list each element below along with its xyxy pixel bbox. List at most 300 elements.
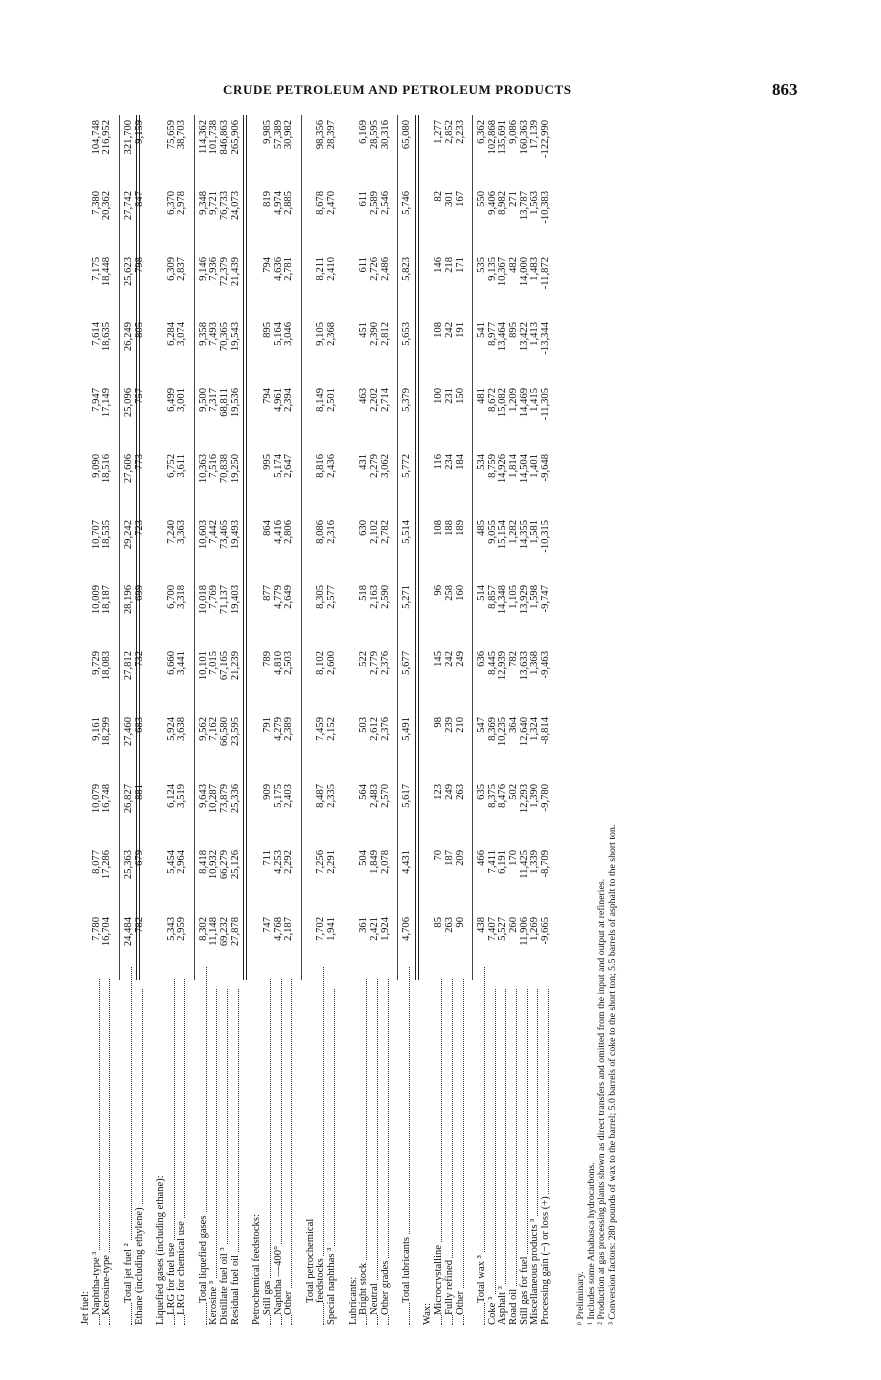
cell-month-3: 263 (454, 784, 466, 800)
row-label-text: Petrochemical feedstocks: (251, 1214, 263, 1325)
cell-total: 6,362 (475, 120, 487, 144)
cell-month-3: 1,390 (529, 784, 541, 808)
cell-month-6: 28,196 (122, 585, 134, 615)
table-row (155, 115, 166, 1325)
row-label (262, 975, 273, 1325)
cell-month-5: 13,633 (518, 651, 530, 681)
cell-month-2: 2,964 (176, 850, 188, 874)
cell-month-11: 14,000 (518, 257, 530, 287)
cell-month-10: -13,344 (540, 322, 552, 355)
cell-month-3: 635 (475, 784, 487, 800)
cell-month-3: 9,643 (197, 784, 209, 808)
cell-month-7: 14,355 (518, 520, 530, 550)
cell-month-12: 7,380 (90, 191, 102, 215)
row-label (251, 985, 262, 1325)
row-label-text: Neutral (368, 1283, 380, 1315)
cell-month-7: 630 (358, 520, 370, 536)
table-spacer-row (241, 115, 252, 1325)
cell-month-6: 514 (475, 585, 487, 601)
cell-month-12: 27,742 (122, 191, 134, 221)
cell-month-1: 69,232 (219, 917, 231, 947)
cell-month-7: 9,055 (486, 520, 498, 544)
cell-month-8: 6,752 (165, 454, 177, 478)
cell-month-2: 209 (454, 850, 466, 866)
table-row (176, 115, 187, 1325)
cell-month-11: 798 (133, 257, 145, 273)
cell-month-5: 8,445 (486, 651, 498, 675)
cell-month-6: 96 (433, 585, 445, 596)
cell-month-8: 1,401 (529, 454, 541, 478)
cell-month-6: 877 (261, 585, 273, 601)
row-label-text (390, 1323, 401, 1325)
cell-month-6: 160 (454, 585, 466, 601)
cell-month-2: 5,454 (165, 850, 177, 874)
cell-month-9: 4,961 (272, 388, 284, 412)
cell-month-3: 502 (508, 784, 519, 800)
cell-month-11: 4,636 (272, 257, 284, 281)
cell-month-2: 6,191 (497, 850, 509, 874)
row-label (123, 963, 134, 1325)
cell-month-5: 12,939 (497, 651, 509, 681)
row-label-text: Ethane (including ethylene) (133, 1207, 145, 1325)
cell-month-2: 8,077 (90, 850, 102, 874)
cell-month-3: 3,519 (176, 784, 188, 808)
row-label-text: Naphtha-type ³ (90, 1251, 102, 1315)
cell-month-2: 17,286 (101, 850, 113, 880)
leader-dots (497, 989, 509, 1325)
cell-month-6: 10,009 (90, 585, 102, 615)
cell-month-11: 18,448 (101, 257, 113, 287)
table-row (198, 115, 209, 1325)
table-row (444, 115, 455, 1325)
cell-month-3: 909 (261, 784, 273, 800)
leader-dots (508, 989, 517, 1325)
cell-month-9: 2,202 (368, 388, 380, 412)
row-label-text: Other (454, 1290, 466, 1315)
cell-month-4: 12,640 (518, 717, 530, 747)
cell-month-12: 9,348 (197, 191, 209, 215)
cell-month-8: 18,516 (101, 454, 113, 484)
cell-month-2: 711 (261, 850, 273, 866)
cell-total: 846,863 (219, 120, 231, 155)
cell-month-2: 2,292 (283, 850, 295, 874)
cell-month-10: 2,368 (326, 322, 338, 346)
cell-total: 9,985 (261, 120, 273, 144)
cell-month-12: 24,073 (229, 191, 241, 221)
cell-month-6: 699 (133, 585, 145, 601)
cell-total: 28,397 (326, 120, 338, 150)
row-label-text: Microcrystalline (433, 1244, 445, 1315)
cell-month-9: 19,536 (229, 388, 241, 418)
cell-month-1: 2,187 (283, 917, 295, 941)
row-label (273, 975, 284, 1325)
row-label (390, 985, 401, 1325)
cell-month-10: 8,977 (486, 322, 498, 346)
cell-month-1: 747 (261, 917, 273, 933)
cell-month-8: 2,436 (326, 454, 338, 478)
cell-month-7: 4,416 (272, 520, 284, 544)
cell-month-9: 150 (454, 388, 466, 404)
cell-month-2: 7,411 (486, 850, 498, 874)
cell-month-8: 2,647 (283, 454, 295, 478)
cell-month-10: 13,422 (518, 322, 530, 352)
row-label-text: Wax: (422, 1302, 434, 1325)
row-label-text: Miscellaneous products ³ (529, 1218, 541, 1325)
footnotes (576, 425, 618, 1325)
cell-month-10: 7,614 (90, 322, 102, 346)
cell-month-5: 782 (508, 651, 519, 667)
cell-month-2: 466 (475, 850, 487, 866)
cell-month-4: 2,612 (368, 717, 380, 741)
cell-month-6: 71,137 (219, 585, 231, 615)
cell-month-7: 7,240 (165, 520, 177, 544)
table-row (123, 115, 134, 1325)
leader-dots (262, 979, 271, 1325)
cell-total: -122,990 (540, 120, 552, 158)
cell-month-5: 242 (443, 651, 455, 667)
row-label (326, 985, 337, 1325)
cell-month-5: 636 (475, 651, 487, 667)
cell-month-7: -10,315 (540, 520, 552, 553)
cell-total: 6,169 (358, 120, 370, 144)
table-spacer-row (390, 115, 401, 1325)
footnote: ² Production at gas processing plants shown as direct transfers and omitted from the input and output at refineries. (596, 878, 608, 1325)
cell-month-5: 5,677 (401, 651, 412, 675)
cell-month-1: 1,924 (379, 917, 391, 941)
row-label (241, 985, 252, 1325)
row-label-text: feedstocks (315, 1258, 327, 1303)
cell-month-9: 1,209 (508, 388, 519, 412)
cell-month-10: 191 (454, 322, 466, 338)
cell-month-8: 431 (358, 454, 370, 470)
cell-month-4: 98 (433, 717, 445, 728)
cell-month-1: 90 (454, 917, 466, 928)
row-label-text: Asphalt ³ (497, 1286, 509, 1325)
cell-month-7: 5,514 (401, 520, 412, 544)
table-row (519, 115, 530, 1325)
subtotal-rule (472, 115, 473, 980)
cell-month-3: 8,476 (497, 784, 509, 808)
cell-month-6: 3,318 (176, 585, 188, 609)
row-label (508, 985, 519, 1325)
cell-month-12: 76,733 (219, 191, 231, 221)
page-number: 863 (772, 80, 798, 99)
table-row (166, 115, 177, 1325)
cell-month-3: 10,287 (208, 784, 220, 814)
cell-month-2: -8,709 (540, 850, 552, 878)
cell-month-10: 541 (475, 322, 487, 338)
cell-month-2: 66,279 (219, 850, 231, 880)
row-label-text: Still gas for fuel (518, 1256, 530, 1325)
cell-month-9: 25,096 (122, 388, 134, 418)
cell-month-10: 70,365 (219, 322, 231, 352)
cell-month-1: 5,343 (165, 917, 177, 941)
cell-month-1: 1,941 (326, 917, 338, 941)
cell-month-9: 8,149 (315, 388, 327, 412)
cell-month-6: 18,187 (101, 585, 113, 615)
table-row (315, 115, 326, 1325)
cell-month-4: 2,376 (379, 717, 391, 741)
cell-month-2: 2,078 (379, 850, 391, 874)
cell-month-12: 301 (443, 191, 455, 207)
subtotal-rule (397, 115, 398, 980)
row-label-text: LRG for fuel use (165, 1242, 177, 1315)
cell-month-12: 9,406 (486, 191, 498, 215)
row-label (91, 975, 102, 1325)
cell-month-7: 73,465 (219, 520, 231, 550)
table-spacer-row (465, 115, 476, 1325)
row-label (155, 985, 166, 1325)
cell-month-3: 2,403 (283, 784, 295, 808)
cell-total: 30,316 (379, 120, 391, 150)
cell-month-7: 29,242 (122, 520, 134, 550)
cell-month-10: 6,284 (165, 322, 177, 346)
row-label (315, 963, 326, 1325)
cell-total: 265,906 (229, 120, 241, 155)
cell-month-5: 3,441 (176, 651, 188, 675)
row-label-text (144, 1323, 155, 1325)
row-label-text: Other grades (379, 1260, 391, 1315)
cell-month-3: 2,483 (368, 784, 380, 808)
table-row (305, 115, 316, 1325)
cell-month-7: 3,363 (176, 520, 188, 544)
cell-total: 135,691 (497, 120, 509, 155)
table-spacer-row (112, 115, 123, 1325)
cell-month-10: 895 (508, 322, 519, 338)
cell-month-3: 6,124 (165, 784, 177, 808)
cell-month-1: 4,768 (272, 917, 284, 941)
cell-total: 65,080 (401, 120, 412, 150)
row-label (540, 985, 551, 1325)
cell-month-8: 8,759 (486, 454, 498, 478)
cell-month-7: 2,102 (368, 520, 380, 544)
row-label (358, 975, 369, 1325)
cell-month-6: 2,577 (326, 585, 338, 609)
cell-month-4: 547 (475, 717, 487, 733)
cell-month-11: 8,211 (315, 257, 327, 281)
rotated-table-region (78, 115, 658, 1325)
cell-month-10: 9,358 (197, 322, 209, 346)
cell-month-6: 1,598 (529, 585, 541, 609)
cell-month-1: 11,148 (208, 917, 220, 946)
cell-month-7: 2,782 (379, 520, 391, 544)
cell-month-8: 7,516 (208, 454, 220, 478)
cell-month-1: 260 (508, 917, 519, 933)
row-label (101, 975, 112, 1325)
table-row (230, 115, 241, 1325)
table-spacer-row (337, 115, 348, 1325)
footnote: ᵖ Preliminary. (575, 1271, 586, 1325)
table-spacer-row (412, 115, 423, 1325)
table-row (369, 115, 380, 1325)
cell-month-6: 8,857 (486, 585, 498, 609)
cell-month-9: 794 (261, 388, 273, 404)
cell-month-8: 3,062 (379, 454, 391, 478)
cell-month-10: 3,046 (283, 322, 295, 346)
table-row (326, 115, 337, 1325)
table-row (348, 115, 359, 1325)
cell-month-4: 210 (454, 717, 466, 733)
cell-total: 104,748 (90, 120, 102, 155)
row-label (487, 985, 498, 1325)
cell-month-9: -11,305 (540, 388, 552, 421)
cell-month-4: 23,595 (229, 717, 241, 747)
cell-month-4: 791 (261, 717, 273, 733)
cell-month-12: 167 (454, 191, 466, 207)
cell-month-1: 27,878 (229, 917, 241, 947)
cell-total: 160,363 (518, 120, 530, 155)
cell-month-10: 3,074 (176, 322, 188, 346)
cell-month-2: 187 (443, 850, 455, 866)
cell-month-9: 9,500 (197, 388, 209, 412)
cell-month-7: 2,316 (326, 520, 338, 544)
cell-month-12: 4,974 (272, 191, 284, 215)
cell-month-2: 10,932 (208, 850, 220, 880)
cell-month-2: 4,253 (272, 850, 284, 874)
cell-month-5: 8,102 (315, 651, 327, 675)
cell-month-6: 1,105 (508, 585, 519, 609)
cell-month-12: 13,787 (518, 191, 530, 221)
table-row (273, 115, 284, 1325)
cell-month-3: 8,375 (486, 784, 498, 808)
cell-month-9: 463 (358, 388, 370, 404)
cell-month-6: 2,163 (368, 585, 380, 609)
cell-month-6: 13,929 (518, 585, 530, 615)
table-row (455, 115, 466, 1325)
cell-month-5: 249 (454, 651, 466, 667)
cell-month-1: 8,302 (197, 917, 209, 941)
row-label (80, 985, 91, 1325)
cell-month-6: 4,779 (272, 585, 284, 609)
cell-month-4: 503 (358, 717, 370, 733)
cell-month-10: 19,543 (229, 322, 241, 352)
cell-month-1: 7,780 (90, 917, 102, 941)
cell-month-9: 7,947 (90, 388, 102, 412)
cell-month-3: 2,570 (379, 784, 391, 808)
table-row (101, 115, 112, 1325)
cell-month-8: 14,504 (518, 454, 530, 484)
cell-month-9: 2,501 (326, 388, 338, 412)
cell-month-4: 18,299 (101, 717, 113, 747)
cell-month-3: 564 (358, 784, 370, 800)
cell-month-8: 8,816 (315, 454, 327, 478)
cell-month-12: 2,470 (326, 191, 338, 215)
cell-month-3: 5,175 (272, 784, 284, 808)
row-label-text: Jet fuel: (80, 1291, 91, 1325)
cell-month-7: 10,707 (90, 520, 102, 550)
cell-month-8: 3,611 (176, 454, 188, 478)
cell-month-1: 2,959 (176, 917, 188, 941)
cell-total: 216,952 (101, 120, 113, 155)
row-label-text: Liquefied gases (including ethane): (154, 1175, 166, 1325)
cell-month-7: 189 (454, 520, 466, 536)
cell-month-8: 5,772 (401, 454, 412, 478)
cell-month-7: 18,535 (101, 520, 113, 550)
cell-total: 9,086 (508, 120, 519, 144)
row-label-text: LRG for chemical use (176, 1221, 188, 1315)
cell-month-2: 679 (133, 850, 145, 866)
row-label-text (337, 1323, 348, 1325)
cell-month-3: -9,780 (540, 784, 552, 812)
row-label (465, 985, 476, 1325)
leader-dots (283, 979, 295, 1325)
table-row (497, 115, 508, 1325)
cell-month-1: 7,407 (486, 917, 498, 941)
cell-month-2: 2,291 (326, 850, 338, 874)
cell-month-8: 995 (261, 454, 273, 470)
cell-month-5: 18,083 (101, 651, 113, 681)
cell-month-8: 184 (454, 454, 466, 470)
cell-total: 57,389 (272, 120, 284, 150)
cell-month-10: 5,653 (401, 322, 412, 346)
cell-total: 98,356 (315, 120, 327, 150)
table-row (476, 115, 487, 1325)
cell-month-6: 5,271 (401, 585, 412, 609)
row-label-text (187, 1323, 198, 1325)
cell-month-12: 2,978 (176, 191, 188, 215)
cell-month-8: 534 (475, 454, 487, 470)
cell-month-6: 2,649 (283, 585, 295, 609)
row-label (455, 975, 466, 1325)
cell-total: 114,362 (197, 120, 209, 155)
cell-month-1: 16,704 (101, 917, 113, 947)
cell-month-5: -9,463 (540, 651, 552, 679)
table-row (433, 115, 444, 1325)
leader-dots (487, 989, 496, 1325)
cell-total: 30,982 (283, 120, 295, 150)
cell-month-9: 8,672 (486, 388, 498, 412)
cell-month-7: 485 (475, 520, 487, 536)
table-row (529, 115, 540, 1325)
cell-month-12: 1,563 (529, 191, 541, 215)
cell-month-1: 1,269 (529, 917, 541, 941)
cell-month-9: 1,415 (529, 388, 541, 412)
subtotal-rule (119, 115, 120, 980)
cell-month-9: 3,001 (176, 388, 188, 412)
cell-month-1: 263 (443, 917, 455, 933)
cell-month-9: 68,811 (219, 388, 231, 417)
cell-month-10: 108 (433, 322, 445, 338)
row-label-text: Kerosine-type (101, 1254, 113, 1315)
row-label (176, 975, 187, 1325)
cell-month-11: 72,379 (219, 257, 231, 287)
cell-month-5: 21,239 (229, 651, 241, 681)
cell-month-3: 8,487 (315, 784, 327, 808)
cell-month-8: 19,250 (229, 454, 241, 484)
cell-month-1: 5,527 (497, 917, 509, 941)
cell-month-6: 258 (443, 585, 455, 601)
cell-month-4: 1,324 (529, 717, 541, 741)
cell-month-1: 7,702 (315, 917, 327, 941)
cell-month-6: 19,403 (229, 585, 241, 615)
cell-total: 38,703 (176, 120, 188, 150)
cell-month-4: 7,459 (315, 717, 327, 741)
cell-month-6: -9,747 (540, 585, 552, 613)
cell-month-5: 1,368 (529, 651, 541, 675)
cell-month-8: 234 (443, 454, 455, 470)
cell-month-4: 5,491 (401, 717, 412, 741)
refinery-output-table (78, 115, 638, 1325)
cell-month-8: 9,090 (90, 454, 102, 478)
row-label (433, 975, 444, 1325)
row-label-text: Still gas (261, 1280, 273, 1315)
cell-month-4: 66,580 (219, 717, 231, 747)
table-row (358, 115, 369, 1325)
cell-month-4: 364 (508, 717, 519, 733)
cell-month-7: 7,442 (208, 520, 220, 544)
cell-month-1: 782 (133, 917, 145, 933)
cell-month-8: 10,363 (197, 454, 209, 484)
